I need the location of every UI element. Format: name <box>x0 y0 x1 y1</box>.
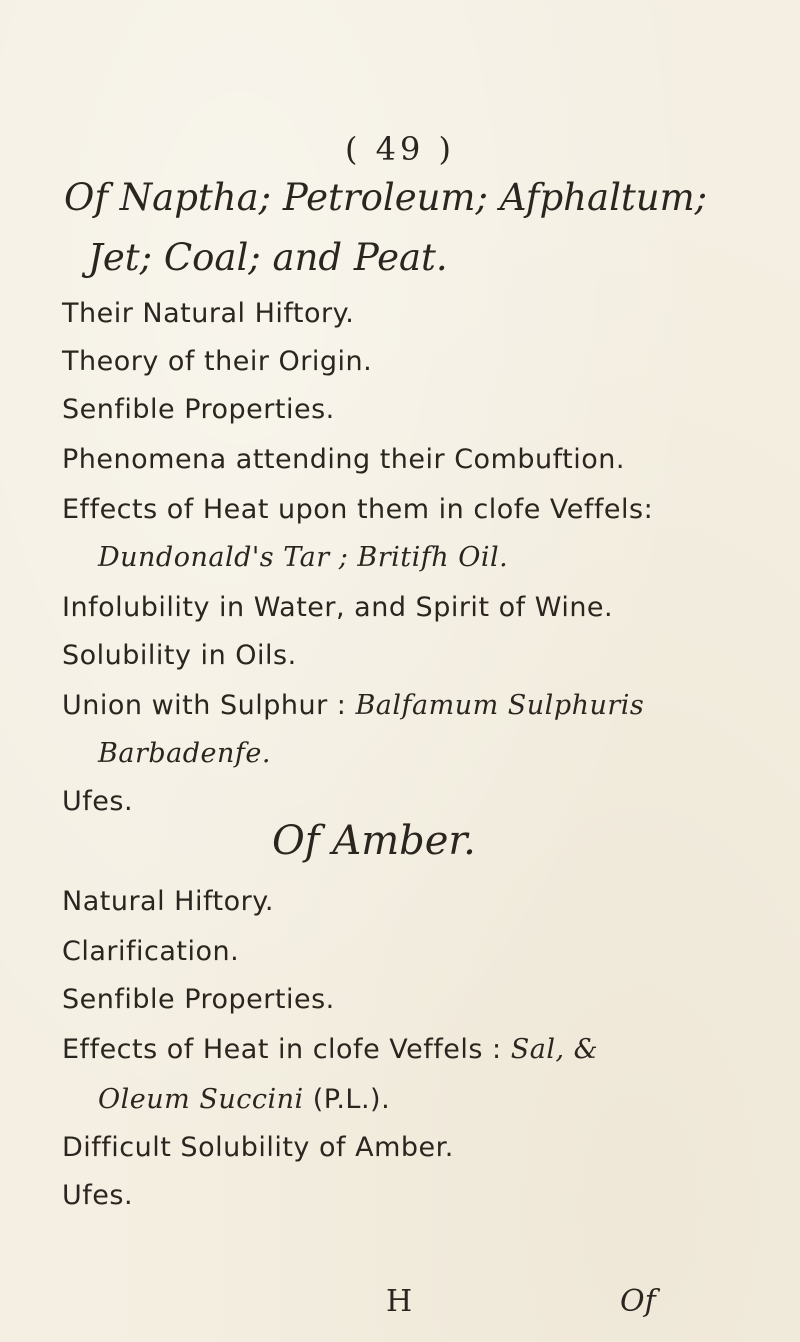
list-item-text: (P.L.). <box>312 1084 391 1115</box>
list-item: Senfible Properties. <box>62 394 335 425</box>
list-item: Natural Hiftory. <box>62 886 274 917</box>
list-item-text: Union with Sulphur : <box>62 690 347 721</box>
list-item: Infolubility in Water, and Spirit of Wine. <box>62 592 614 623</box>
list-item: Their Natural Hiftory. <box>62 298 355 329</box>
list-item: Phenomena attending their Combuftion. <box>62 444 625 475</box>
section-heading-naptha-line1: Of Naptha; Petroleum; Afphaltum; <box>64 176 708 219</box>
list-item <box>62 690 644 721</box>
list-item-continuation <box>98 1084 390 1115</box>
list-item: Solubility in Oils. <box>62 640 297 671</box>
list-item: Senfible Properties. <box>62 984 335 1015</box>
list-item-continuation: Barbadenfe. <box>98 738 271 769</box>
page-number: ( 49 ) <box>344 130 456 168</box>
list-item: Ufes. <box>62 1180 134 1211</box>
list-item: Theory of their Origin. <box>62 346 373 377</box>
list-item-latin: Sal, & <box>510 1034 599 1065</box>
list-item-latin: Oleum Succini <box>98 1084 304 1115</box>
list-item-text: Effects of Heat in clofe Veffels : <box>62 1034 502 1065</box>
list-item-continuation: Dundonald's Tar ; Britifh Oil. <box>98 542 509 573</box>
section-heading-naptha-line2: Jet; Coal; and Peat. <box>88 236 448 279</box>
signature-mark: H <box>386 1284 413 1319</box>
list-item: Effects of Heat upon them in clofe Veffels: <box>62 494 654 525</box>
list-item: Ufes. <box>62 786 134 817</box>
list-item: Clarification. <box>62 936 240 967</box>
catchword: Of <box>620 1284 656 1319</box>
list-item: Difficult Solubility of Amber. <box>62 1132 454 1163</box>
list-item-latin: Balfamum Sulphuris <box>355 690 645 721</box>
section-heading-amber: Of Amber. <box>272 818 476 864</box>
list-item <box>62 1034 598 1065</box>
